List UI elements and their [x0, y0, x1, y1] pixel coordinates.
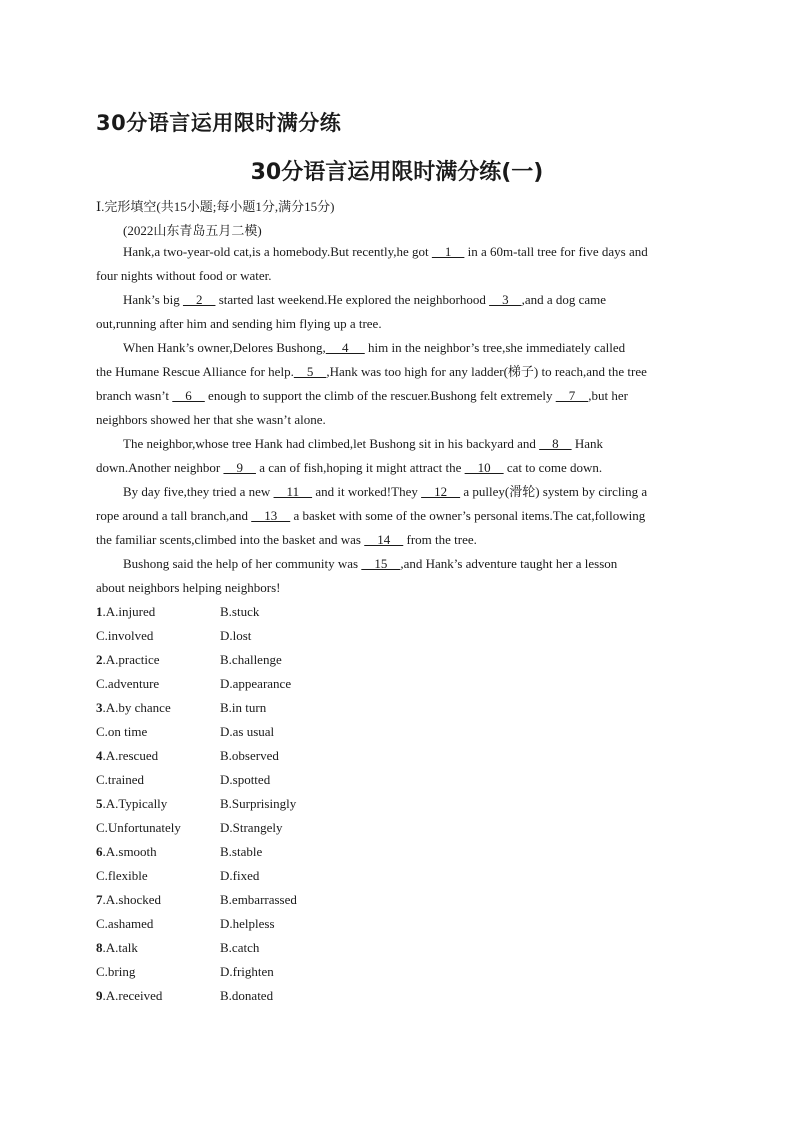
passage-line: When Hank’s owner,Delores Bushong, 4 him in the neighbor’s tree,she immediately called [123, 340, 626, 355]
option-a: 2.A.practice [96, 652, 160, 667]
passage-line: the Humane Rescue Alliance for help. 5 ,Hank was too high for any ladder(梯子) to reach,and the tree [96, 364, 647, 379]
option-b: B.catch [220, 940, 260, 955]
passage-paragraph-6 [96, 552, 696, 600]
option-c: C.involved [96, 628, 154, 643]
blank-11: 11 [273, 484, 313, 499]
blank-7: 7 [555, 388, 589, 403]
passage-paragraph-4 [96, 432, 696, 480]
option-row [96, 912, 496, 936]
option-row [96, 792, 496, 816]
option-c: C.adventure [96, 676, 160, 691]
passage-line: down.Another neighbor 9 a can of fish,hoping it might attract the 10 cat to come down. [96, 460, 603, 475]
option-row [96, 840, 496, 864]
passage-line: Hank,a two-year-old cat,is a homebody.But recently,he got 1 in a 60m-tall tree for five days and [123, 244, 648, 259]
option-c: C.Unfortunately [96, 820, 181, 835]
blank-15: 15 [361, 556, 401, 571]
blank-14: 14 [364, 532, 404, 547]
option-a: 1.A.injured [96, 604, 156, 619]
blank-12: 12 [421, 484, 461, 499]
option-d: D.as usual [220, 724, 275, 739]
option-row [96, 696, 496, 720]
passage-line: rope around a tall branch,and 13 a basket with some of the owner’s personal items.The cat,following [96, 508, 646, 523]
passage-line: neighbors showed her that she wasn’t alone. [96, 412, 326, 427]
source-note: (2022山东青岛五月二模) [123, 223, 262, 238]
blank-13: 13 [251, 508, 291, 523]
option-row [96, 864, 496, 888]
option-b: B.observed [220, 748, 279, 763]
option-c: C.flexible [96, 868, 148, 883]
option-d: D.Strangely [220, 820, 283, 835]
blank-9: 9 [223, 460, 256, 475]
option-c: C.on time [96, 724, 148, 739]
passage-line: the familiar scents,climbed into the basket and was 14 from the tree. [96, 532, 477, 547]
option-a: 9.A.received [96, 988, 163, 1003]
section-title: 30分语言运用限时满分练 [96, 111, 342, 135]
passage-paragraph-2 [96, 288, 696, 336]
passage-line: branch wasn’t 6 enough to support the climb of the rescuer.Bushong felt extremely 7 ,but her [96, 388, 628, 403]
passage-line: By day five,they tried a new 11 and it worked!They 12 a pulley(滑轮) system by circling a [123, 484, 648, 499]
passage-line: about neighbors helping neighbors! [96, 580, 281, 595]
passage-line: The neighbor,whose tree Hank had climbed,let Bushong sit in his backyard and 8 Hank [123, 436, 604, 451]
passage-line: Bushong said the help of her community was 15 ,and Hank’s adventure taught her a lesson [123, 556, 618, 571]
blank-4: 4 [325, 340, 365, 355]
option-d: D.spotted [220, 772, 271, 787]
blank-6: 6 [172, 388, 205, 403]
option-row [96, 984, 496, 1008]
option-row [96, 600, 496, 624]
option-d: D.fixed [220, 868, 260, 883]
option-a: 8.A.talk [96, 940, 138, 955]
blank-8: 8 [539, 436, 572, 451]
option-a: 7.A.shocked [96, 892, 161, 907]
passage-paragraph-1 [96, 240, 696, 288]
passage-line: out,running after him and sending him flying up a tree. [96, 316, 382, 331]
option-a: 4.A.rescued [96, 748, 159, 763]
option-row [96, 936, 496, 960]
blank-1: 1 [431, 244, 465, 259]
options-list [96, 600, 496, 1008]
blank-3: 3 [489, 292, 522, 307]
option-row [96, 720, 496, 744]
blank-5: 5 [293, 364, 327, 379]
option-row [96, 624, 496, 648]
option-d: D.lost [220, 628, 252, 643]
option-row [96, 672, 496, 696]
option-row [96, 768, 496, 792]
option-c: C.ashamed [96, 916, 154, 931]
option-b: B.Surprisingly [220, 796, 297, 811]
part-heading: Ⅰ.完形填空(共15小题;每小题1分,满分15分) [96, 199, 335, 214]
option-b: B.stuck [220, 604, 260, 619]
option-row [96, 888, 496, 912]
option-row [96, 744, 496, 768]
option-d: D.frighten [220, 964, 274, 979]
option-b: B.stable [220, 844, 263, 859]
option-b: B.embarrassed [220, 892, 297, 907]
option-b: B.challenge [220, 652, 282, 667]
blank-2: 2 [182, 292, 216, 307]
passage-line: Hank’s big 2 started last weekend.He explored the neighborhood 3 ,and a dog came [123, 292, 607, 307]
option-row [96, 816, 496, 840]
passage-line: four nights without food or water. [96, 268, 272, 283]
passage-paragraph-5 [96, 480, 696, 552]
option-a: 3.A.by chance [96, 700, 171, 715]
option-c: C.bring [96, 964, 136, 979]
option-c: C.trained [96, 772, 145, 787]
option-a: 6.A.smooth [96, 844, 157, 859]
option-d: D.helpless [220, 916, 275, 931]
option-row [96, 960, 496, 984]
option-d: D.appearance [220, 676, 292, 691]
option-a: 5.A.Typically [96, 796, 168, 811]
option-row [96, 648, 496, 672]
option-b: B.donated [220, 988, 274, 1003]
main-title: 30分语言运用限时满分练(一) [250, 160, 544, 185]
blank-10: 10 [464, 460, 504, 475]
option-b: B.in turn [220, 700, 267, 715]
passage-paragraph-3 [96, 336, 696, 432]
